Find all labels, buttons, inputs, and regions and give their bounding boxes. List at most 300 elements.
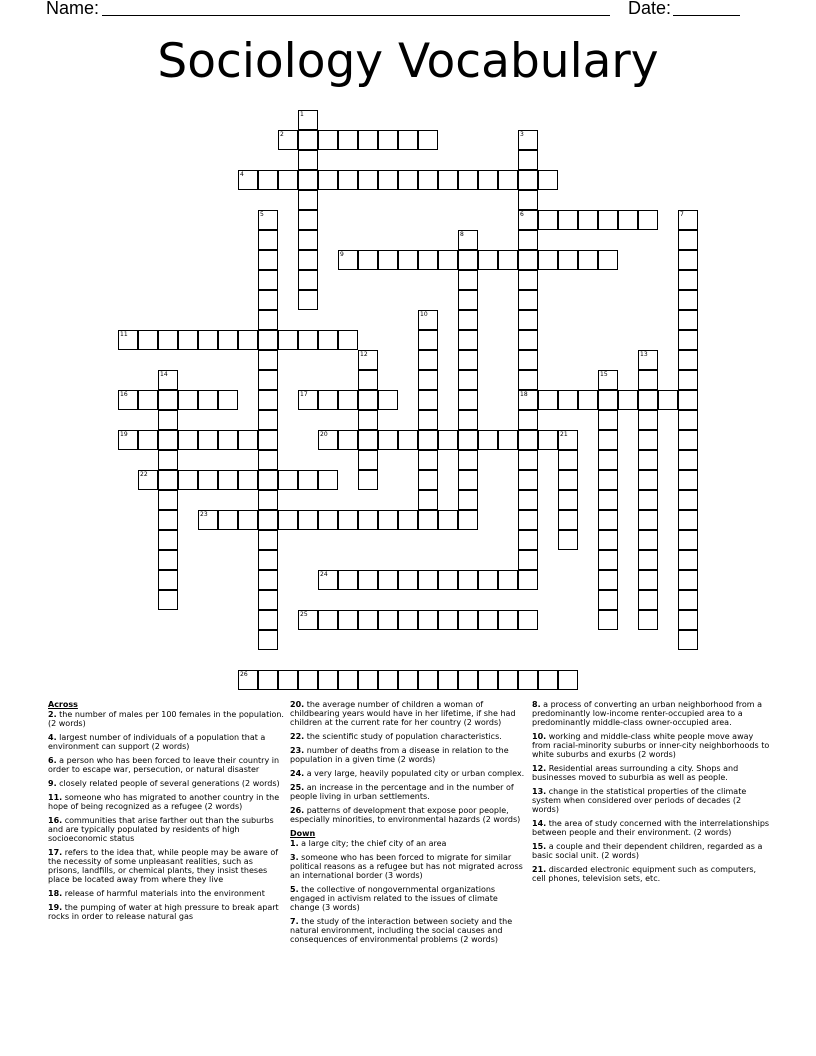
grid-cell[interactable] bbox=[418, 330, 438, 350]
grid-cell[interactable] bbox=[358, 470, 378, 490]
grid-cell[interactable] bbox=[418, 510, 438, 530]
grid-cell[interactable] bbox=[678, 550, 698, 570]
grid-cell[interactable] bbox=[578, 390, 598, 410]
grid-cell[interactable] bbox=[458, 670, 478, 690]
grid-cell[interactable] bbox=[458, 250, 478, 270]
grid-cell[interactable] bbox=[258, 330, 278, 350]
grid-cell[interactable] bbox=[378, 570, 398, 590]
grid-cell[interactable] bbox=[238, 670, 258, 690]
grid-cell[interactable] bbox=[638, 430, 658, 450]
grid-cell[interactable] bbox=[498, 670, 518, 690]
grid-cell[interactable] bbox=[318, 470, 338, 490]
grid-cell[interactable] bbox=[358, 370, 378, 390]
grid-cell[interactable] bbox=[298, 150, 318, 170]
grid-cell[interactable] bbox=[578, 250, 598, 270]
grid-cell[interactable] bbox=[158, 370, 178, 390]
grid-cell[interactable] bbox=[458, 610, 478, 630]
grid-cell[interactable] bbox=[158, 330, 178, 350]
grid-cell[interactable] bbox=[198, 330, 218, 350]
grid-cell[interactable] bbox=[558, 490, 578, 510]
grid-cell[interactable] bbox=[258, 350, 278, 370]
grid-cell[interactable] bbox=[498, 170, 518, 190]
grid-cell[interactable] bbox=[458, 270, 478, 290]
grid-cell[interactable] bbox=[478, 570, 498, 590]
grid-cell[interactable] bbox=[358, 510, 378, 530]
grid-cell[interactable] bbox=[358, 410, 378, 430]
grid-cell[interactable] bbox=[358, 350, 378, 370]
grid-cell[interactable] bbox=[638, 350, 658, 370]
grid-cell[interactable] bbox=[158, 430, 178, 450]
grid-cell[interactable] bbox=[118, 330, 138, 350]
grid-cell[interactable] bbox=[318, 170, 338, 190]
grid-cell[interactable] bbox=[258, 490, 278, 510]
grid-cell[interactable] bbox=[138, 430, 158, 450]
grid-cell[interactable] bbox=[518, 570, 538, 590]
grid-cell[interactable] bbox=[218, 510, 238, 530]
grid-cell[interactable] bbox=[258, 310, 278, 330]
grid-cell[interactable] bbox=[638, 210, 658, 230]
grid-cell[interactable] bbox=[298, 270, 318, 290]
grid-cell[interactable] bbox=[298, 170, 318, 190]
grid-cell[interactable] bbox=[278, 170, 298, 190]
grid-cell[interactable] bbox=[418, 430, 438, 450]
grid-cell[interactable] bbox=[258, 290, 278, 310]
grid-cell[interactable] bbox=[678, 590, 698, 610]
grid-cell[interactable] bbox=[458, 470, 478, 490]
grid-cell[interactable] bbox=[118, 390, 138, 410]
grid-cell[interactable] bbox=[458, 310, 478, 330]
grid-cell[interactable] bbox=[318, 510, 338, 530]
grid-cell[interactable] bbox=[518, 470, 538, 490]
grid-cell[interactable] bbox=[538, 430, 558, 450]
grid-cell[interactable] bbox=[358, 130, 378, 150]
grid-cell[interactable] bbox=[678, 490, 698, 510]
grid-cell[interactable] bbox=[598, 470, 618, 490]
grid-cell[interactable] bbox=[298, 330, 318, 350]
grid-cell[interactable] bbox=[418, 490, 438, 510]
grid-cell[interactable] bbox=[518, 370, 538, 390]
grid-cell[interactable] bbox=[678, 570, 698, 590]
grid-cell[interactable] bbox=[198, 510, 218, 530]
grid-cell[interactable] bbox=[418, 670, 438, 690]
grid-cell[interactable] bbox=[518, 450, 538, 470]
grid-cell[interactable] bbox=[518, 330, 538, 350]
grid-cell[interactable] bbox=[518, 410, 538, 430]
grid-cell[interactable] bbox=[638, 590, 658, 610]
grid-cell[interactable] bbox=[598, 530, 618, 550]
grid-cell[interactable] bbox=[238, 170, 258, 190]
grid-cell[interactable] bbox=[258, 250, 278, 270]
grid-cell[interactable] bbox=[238, 510, 258, 530]
grid-cell[interactable] bbox=[598, 250, 618, 270]
grid-cell[interactable] bbox=[518, 430, 538, 450]
grid-cell[interactable] bbox=[518, 270, 538, 290]
grid-cell[interactable] bbox=[318, 610, 338, 630]
grid-cell[interactable] bbox=[478, 670, 498, 690]
grid-cell[interactable] bbox=[558, 390, 578, 410]
clue-item bbox=[290, 853, 528, 880]
grid-cell[interactable] bbox=[438, 250, 458, 270]
grid-cell[interactable] bbox=[438, 430, 458, 450]
grid-cell[interactable] bbox=[458, 330, 478, 350]
grid-cell[interactable] bbox=[518, 310, 538, 330]
grid-cell[interactable] bbox=[518, 210, 538, 230]
grid-cell[interactable] bbox=[598, 490, 618, 510]
grid-cell[interactable] bbox=[258, 270, 278, 290]
grid-cell[interactable] bbox=[478, 170, 498, 190]
grid-cell[interactable] bbox=[418, 250, 438, 270]
grid-cell[interactable] bbox=[258, 230, 278, 250]
grid-cell[interactable] bbox=[358, 250, 378, 270]
grid-cell[interactable] bbox=[498, 570, 518, 590]
grid-cell[interactable] bbox=[398, 170, 418, 190]
grid-cell[interactable] bbox=[498, 430, 518, 450]
grid-cell[interactable] bbox=[678, 390, 698, 410]
grid-cell[interactable] bbox=[518, 290, 538, 310]
clues-column-1 bbox=[48, 700, 286, 926]
grid-cell[interactable] bbox=[358, 170, 378, 190]
grid-cell[interactable] bbox=[678, 250, 698, 270]
grid-cell[interactable] bbox=[178, 390, 198, 410]
grid-cell[interactable] bbox=[678, 530, 698, 550]
grid-cell[interactable] bbox=[498, 250, 518, 270]
grid-cell[interactable] bbox=[678, 450, 698, 470]
grid-cell[interactable] bbox=[198, 430, 218, 450]
grid-cell[interactable] bbox=[478, 250, 498, 270]
grid-cell[interactable] bbox=[298, 290, 318, 310]
grid-cell[interactable] bbox=[678, 270, 698, 290]
grid-cell[interactable] bbox=[378, 390, 398, 410]
grid-cell[interactable] bbox=[258, 430, 278, 450]
grid-cell[interactable] bbox=[418, 130, 438, 150]
grid-cell[interactable] bbox=[538, 210, 558, 230]
grid-cell[interactable] bbox=[198, 470, 218, 490]
grid-cell[interactable] bbox=[538, 390, 558, 410]
grid-cell[interactable] bbox=[638, 450, 658, 470]
grid-cell[interactable] bbox=[398, 130, 418, 150]
grid-cell[interactable] bbox=[258, 390, 278, 410]
grid-cell[interactable] bbox=[358, 570, 378, 590]
grid-cell[interactable] bbox=[418, 610, 438, 630]
grid-cell[interactable] bbox=[298, 110, 318, 130]
grid-cell[interactable] bbox=[558, 670, 578, 690]
grid-cell[interactable] bbox=[338, 510, 358, 530]
grid-cell[interactable] bbox=[558, 450, 578, 470]
grid-cell[interactable] bbox=[258, 170, 278, 190]
grid-cell[interactable] bbox=[178, 470, 198, 490]
grid-cell[interactable] bbox=[518, 670, 538, 690]
grid-cell[interactable] bbox=[458, 410, 478, 430]
grid-cell[interactable] bbox=[438, 170, 458, 190]
grid-cell[interactable] bbox=[518, 510, 538, 530]
grid-cell[interactable] bbox=[678, 470, 698, 490]
grid-cell[interactable] bbox=[638, 470, 658, 490]
grid-cell[interactable] bbox=[518, 530, 538, 550]
grid-cell[interactable] bbox=[518, 190, 538, 210]
grid-cell[interactable] bbox=[418, 310, 438, 330]
grid-cell[interactable] bbox=[458, 510, 478, 530]
grid-cell[interactable] bbox=[318, 570, 338, 590]
grid-cell[interactable] bbox=[198, 390, 218, 410]
grid-cell[interactable] bbox=[618, 390, 638, 410]
grid-cell[interactable] bbox=[518, 250, 538, 270]
grid-cell[interactable] bbox=[318, 330, 338, 350]
grid-cell[interactable] bbox=[458, 390, 478, 410]
grid-cell[interactable] bbox=[418, 390, 438, 410]
grid-cell[interactable] bbox=[258, 550, 278, 570]
grid-cell[interactable] bbox=[458, 170, 478, 190]
grid-cell[interactable] bbox=[298, 130, 318, 150]
grid-cell[interactable] bbox=[398, 670, 418, 690]
grid-cell[interactable] bbox=[158, 510, 178, 530]
grid-cell[interactable] bbox=[158, 490, 178, 510]
grid-cell[interactable] bbox=[258, 410, 278, 430]
grid-cell[interactable] bbox=[498, 610, 518, 630]
grid-cell[interactable] bbox=[518, 550, 538, 570]
grid-cell[interactable] bbox=[298, 190, 318, 210]
grid-cell[interactable] bbox=[458, 230, 478, 250]
grid-cell[interactable] bbox=[418, 170, 438, 190]
grid-cell[interactable] bbox=[258, 470, 278, 490]
grid-cell[interactable] bbox=[598, 430, 618, 450]
grid-cell[interactable] bbox=[238, 430, 258, 450]
grid-cell[interactable] bbox=[558, 530, 578, 550]
grid-cell[interactable] bbox=[298, 230, 318, 250]
grid-cell[interactable] bbox=[418, 370, 438, 390]
grid-cell[interactable] bbox=[398, 510, 418, 530]
grid-cell[interactable] bbox=[638, 570, 658, 590]
grid-cell[interactable] bbox=[318, 390, 338, 410]
clue-number: 7 bbox=[680, 211, 684, 218]
grid-cell[interactable] bbox=[378, 170, 398, 190]
grid-cell[interactable] bbox=[278, 470, 298, 490]
grid-cell[interactable] bbox=[458, 570, 478, 590]
grid-cell[interactable] bbox=[478, 610, 498, 630]
grid-cell[interactable] bbox=[378, 250, 398, 270]
grid-cell[interactable] bbox=[418, 470, 438, 490]
grid-cell[interactable] bbox=[558, 470, 578, 490]
grid-cell[interactable] bbox=[398, 430, 418, 450]
grid-cell[interactable] bbox=[638, 390, 658, 410]
grid-cell[interactable] bbox=[338, 170, 358, 190]
grid-cell[interactable] bbox=[178, 330, 198, 350]
grid-cell[interactable] bbox=[318, 430, 338, 450]
grid-cell[interactable] bbox=[278, 130, 298, 150]
grid-cell[interactable] bbox=[618, 210, 638, 230]
grid-cell[interactable] bbox=[158, 570, 178, 590]
grid-cell[interactable] bbox=[338, 250, 358, 270]
grid-cell[interactable] bbox=[598, 390, 618, 410]
grid-cell[interactable] bbox=[118, 430, 138, 450]
grid-cell[interactable] bbox=[258, 210, 278, 230]
grid-cell[interactable] bbox=[218, 470, 238, 490]
grid-cell[interactable] bbox=[258, 570, 278, 590]
grid-cell[interactable] bbox=[638, 410, 658, 430]
grid-cell[interactable] bbox=[138, 390, 158, 410]
grid-cell[interactable] bbox=[398, 610, 418, 630]
grid-cell[interactable] bbox=[378, 670, 398, 690]
grid-cell[interactable] bbox=[598, 550, 618, 570]
grid-cell[interactable] bbox=[378, 130, 398, 150]
grid-cell[interactable] bbox=[678, 630, 698, 650]
grid-cell[interactable] bbox=[518, 150, 538, 170]
grid-cell[interactable] bbox=[598, 610, 618, 630]
grid-cell[interactable] bbox=[638, 490, 658, 510]
grid-cell[interactable] bbox=[678, 230, 698, 250]
grid-cell[interactable] bbox=[678, 310, 698, 330]
grid-cell[interactable] bbox=[158, 390, 178, 410]
grid-cell[interactable] bbox=[678, 210, 698, 230]
grid-cell[interactable] bbox=[518, 490, 538, 510]
grid-cell[interactable] bbox=[158, 470, 178, 490]
grid-cell[interactable] bbox=[338, 130, 358, 150]
grid-cell[interactable] bbox=[298, 510, 318, 530]
grid-cell[interactable] bbox=[598, 370, 618, 390]
grid-cell[interactable] bbox=[558, 430, 578, 450]
grid-cell[interactable] bbox=[598, 210, 618, 230]
grid-cell[interactable] bbox=[598, 410, 618, 430]
grid-cell[interactable] bbox=[418, 570, 438, 590]
grid-cell[interactable] bbox=[438, 610, 458, 630]
grid-cell[interactable] bbox=[338, 670, 358, 690]
grid-cell[interactable] bbox=[418, 350, 438, 370]
grid-cell[interactable] bbox=[238, 470, 258, 490]
grid-cell[interactable] bbox=[258, 370, 278, 390]
grid-cell[interactable] bbox=[558, 250, 578, 270]
grid-cell[interactable] bbox=[338, 430, 358, 450]
grid-cell[interactable] bbox=[538, 250, 558, 270]
grid-cell[interactable] bbox=[658, 390, 678, 410]
grid-cell[interactable] bbox=[418, 410, 438, 430]
grid-cell[interactable] bbox=[298, 470, 318, 490]
grid-cell[interactable] bbox=[518, 390, 538, 410]
grid-cell[interactable] bbox=[258, 630, 278, 650]
grid-cell[interactable] bbox=[458, 350, 478, 370]
grid-cell[interactable] bbox=[338, 570, 358, 590]
grid-cell[interactable] bbox=[298, 250, 318, 270]
grid-cell[interactable] bbox=[138, 330, 158, 350]
grid-cell[interactable] bbox=[378, 610, 398, 630]
grid-cell[interactable] bbox=[598, 450, 618, 470]
grid-cell[interactable] bbox=[458, 450, 478, 470]
grid-cell[interactable] bbox=[318, 670, 338, 690]
clue-item-number: 6. bbox=[48, 756, 57, 765]
grid-cell[interactable] bbox=[158, 550, 178, 570]
grid-cell[interactable] bbox=[518, 610, 538, 630]
grid-cell[interactable] bbox=[138, 470, 158, 490]
grid-cell[interactable] bbox=[438, 510, 458, 530]
clue-number: 22 bbox=[140, 471, 148, 478]
grid-cell[interactable] bbox=[358, 430, 378, 450]
grid-cell[interactable] bbox=[158, 590, 178, 610]
grid-cell[interactable] bbox=[358, 450, 378, 470]
grid-cell[interactable] bbox=[598, 510, 618, 530]
grid-cell[interactable] bbox=[258, 510, 278, 530]
grid-cell[interactable] bbox=[678, 350, 698, 370]
grid-cell[interactable] bbox=[478, 430, 498, 450]
grid-cell[interactable] bbox=[398, 250, 418, 270]
grid-cell[interactable] bbox=[538, 670, 558, 690]
grid-cell[interactable] bbox=[158, 530, 178, 550]
grid-cell[interactable] bbox=[258, 530, 278, 550]
grid-cell[interactable] bbox=[518, 230, 538, 250]
grid-cell[interactable] bbox=[458, 370, 478, 390]
grid-cell[interactable] bbox=[518, 350, 538, 370]
grid-cell[interactable] bbox=[338, 330, 358, 350]
grid-cell[interactable] bbox=[678, 510, 698, 530]
grid-cell[interactable] bbox=[218, 430, 238, 450]
grid-cell[interactable] bbox=[678, 370, 698, 390]
grid-cell[interactable] bbox=[358, 610, 378, 630]
grid-cell[interactable] bbox=[558, 210, 578, 230]
grid-cell[interactable] bbox=[298, 610, 318, 630]
grid-cell[interactable] bbox=[418, 450, 438, 470]
grid-cell[interactable] bbox=[398, 570, 418, 590]
grid-cell[interactable] bbox=[578, 210, 598, 230]
grid-cell[interactable] bbox=[678, 330, 698, 350]
grid-cell[interactable] bbox=[598, 570, 618, 590]
grid-cell[interactable] bbox=[518, 130, 538, 150]
grid-cell[interactable] bbox=[678, 290, 698, 310]
grid-cell[interactable] bbox=[378, 510, 398, 530]
grid-cell[interactable] bbox=[378, 430, 398, 450]
grid-cell[interactable] bbox=[638, 510, 658, 530]
grid-cell[interactable] bbox=[278, 510, 298, 530]
grid-cell[interactable] bbox=[598, 590, 618, 610]
grid-cell[interactable] bbox=[298, 670, 318, 690]
grid-cell[interactable] bbox=[438, 570, 458, 590]
grid-cell[interactable] bbox=[638, 530, 658, 550]
grid-cell[interactable] bbox=[178, 430, 198, 450]
grid-cell[interactable] bbox=[358, 390, 378, 410]
grid-cell[interactable] bbox=[258, 610, 278, 630]
clue-item bbox=[532, 732, 770, 759]
grid-cell[interactable] bbox=[258, 450, 278, 470]
grid-cell[interactable] bbox=[338, 390, 358, 410]
grid-cell[interactable] bbox=[678, 610, 698, 630]
grid-cell[interactable] bbox=[678, 410, 698, 430]
grid-cell[interactable] bbox=[458, 290, 478, 310]
grid-cell[interactable] bbox=[158, 450, 178, 470]
grid-cell[interactable] bbox=[218, 330, 238, 350]
clue-item bbox=[532, 842, 770, 860]
grid-cell[interactable] bbox=[518, 170, 538, 190]
grid-cell[interactable] bbox=[458, 490, 478, 510]
clue-item-text: a very large, heavily populated city or urban complex. bbox=[304, 769, 525, 778]
grid-cell[interactable] bbox=[558, 510, 578, 530]
clue-item-number: 7. bbox=[290, 917, 299, 926]
grid-cell[interactable] bbox=[438, 670, 458, 690]
grid-cell[interactable] bbox=[278, 330, 298, 350]
grid-cell[interactable] bbox=[638, 370, 658, 390]
grid-cell[interactable] bbox=[258, 670, 278, 690]
grid-cell[interactable] bbox=[638, 610, 658, 630]
grid-cell[interactable] bbox=[238, 330, 258, 350]
grid-cell[interactable] bbox=[678, 430, 698, 450]
grid-cell[interactable] bbox=[538, 170, 558, 190]
grid-cell[interactable] bbox=[338, 610, 358, 630]
grid-cell[interactable] bbox=[218, 390, 238, 410]
grid-cell[interactable] bbox=[638, 550, 658, 570]
grid-cell[interactable] bbox=[458, 430, 478, 450]
grid-cell[interactable] bbox=[298, 210, 318, 230]
grid-cell[interactable] bbox=[358, 670, 378, 690]
grid-cell[interactable] bbox=[258, 590, 278, 610]
grid-cell[interactable] bbox=[158, 410, 178, 430]
grid-cell[interactable] bbox=[298, 390, 318, 410]
grid-cell[interactable] bbox=[318, 130, 338, 150]
grid-cell[interactable] bbox=[278, 670, 298, 690]
